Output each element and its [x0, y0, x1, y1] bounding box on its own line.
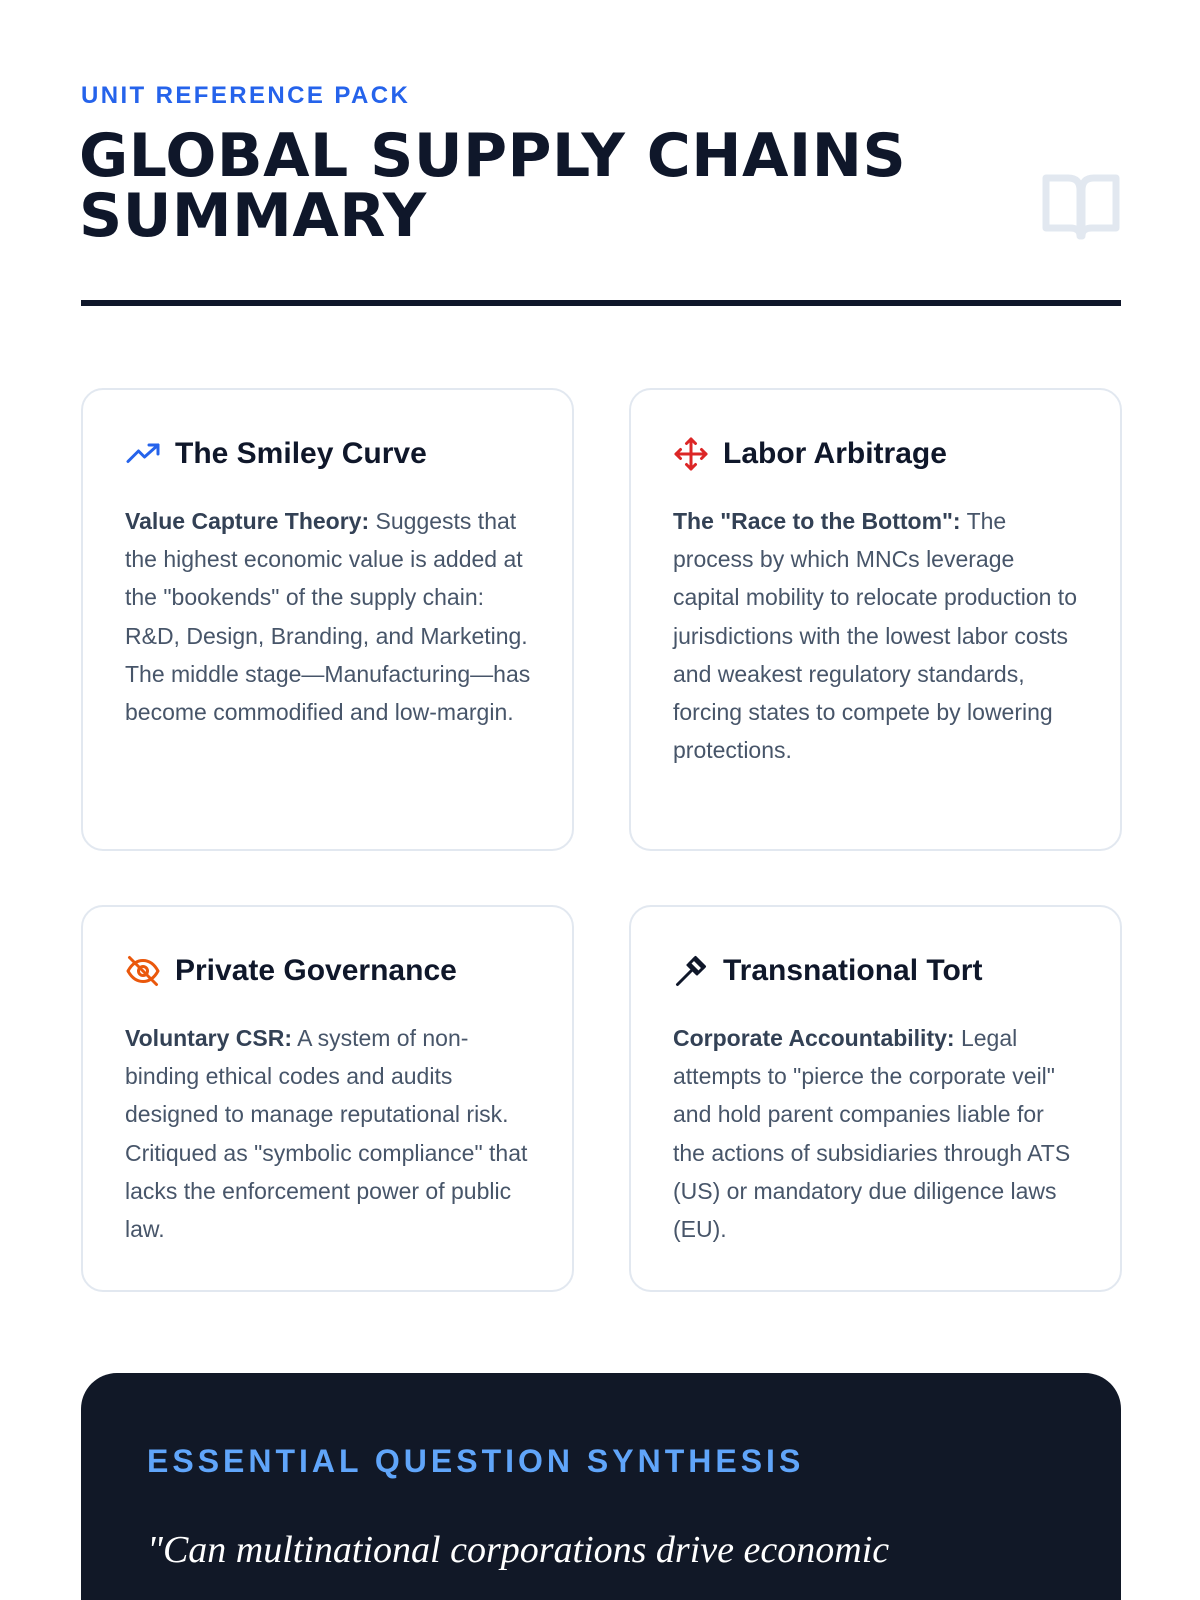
- card-title: The Smiley Curve: [175, 437, 427, 470]
- card-description: [125, 1019, 532, 1248]
- book-open-icon: [1042, 172, 1120, 242]
- card-private-governance: [81, 905, 574, 1292]
- eyebrow-label: UNIT REFERENCE PACK: [81, 82, 411, 109]
- card-term: Value Capture Theory:: [125, 508, 370, 534]
- card-smiley-curve: [81, 388, 574, 851]
- header-divider: [81, 300, 1121, 306]
- card-text: A system of non-binding ethical codes and audits designed to manage reputational risk. Critiqued as "symbolic compliance" that lacks the enforcement power of public law.: [125, 1025, 528, 1243]
- synthesis-label: ESSENTIAL QUESTION SYNTHESIS: [147, 1443, 805, 1479]
- card-description: [673, 502, 1080, 769]
- eye-off-icon: [125, 953, 161, 989]
- card-term: The "Race to the Bottom":: [673, 508, 961, 534]
- trending-up-icon: [125, 436, 161, 472]
- card-text: Legal attempts to "pierce the corporate veil" and hold parent companies liable for the actions of subsidiaries through ATS (US) or mandatory due diligence laws (EU).: [673, 1025, 1071, 1243]
- card-title: Private Governance: [175, 954, 457, 987]
- card-description: [125, 502, 532, 731]
- title-line-2: SUMMARY: [79, 181, 427, 251]
- move-arrows-icon: [673, 436, 709, 472]
- card-transnational-tort: [629, 905, 1122, 1292]
- card-term: Corporate Accountability:: [673, 1025, 955, 1051]
- card-text: Suggests that the highest economic value is added at the "bookends" of the supply chain: R&D, Design, Branding, and Marketing. The middle stage—Manufacturing—has become commodified and low-margin.: [125, 508, 531, 726]
- card-description: [673, 1019, 1080, 1248]
- card-header: [673, 951, 1080, 991]
- synthesis-panel: [81, 1373, 1121, 1600]
- card-text: The process by which MNCs leverage capital mobility to relocate production to jurisdictions with the lowest labor costs and weakest regulatory standards, forcing states to compete by lowering protections.: [673, 508, 1077, 764]
- card-header: [125, 951, 532, 991]
- synthesis-quote: "Can multinational corporations drive economic: [147, 1529, 890, 1571]
- card-title: Labor Arbitrage: [723, 437, 947, 470]
- card-header: [673, 434, 1080, 474]
- card-header: [125, 434, 532, 474]
- card-term: Voluntary CSR:: [125, 1025, 292, 1051]
- page-title: [79, 121, 979, 251]
- title-line-1: GLOBAL SUPPLY CHAINS: [79, 121, 907, 191]
- card-title: Transnational Tort: [723, 954, 983, 987]
- gavel-icon: [673, 953, 709, 989]
- card-labor-arbitrage: [629, 388, 1122, 851]
